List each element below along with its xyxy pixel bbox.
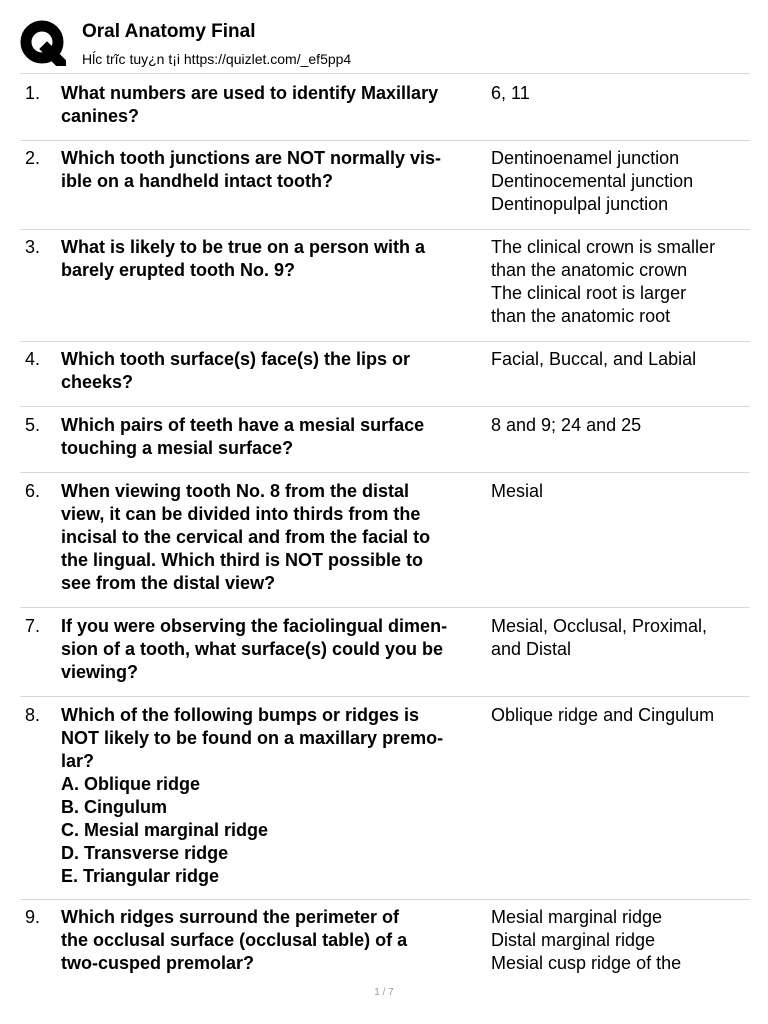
item-number: 9.	[25, 907, 41, 927]
header-divider	[20, 73, 750, 74]
answer-line: and Distal	[491, 639, 572, 659]
item-question	[61, 480, 491, 595]
quizlet-q-logo-icon	[20, 20, 66, 71]
question-line: NOT likely to be found on a maxillary premo-	[61, 728, 444, 748]
question-line: A. Oblique ridge	[61, 774, 201, 794]
question-line: If you were observing the faciolingual dimen-	[61, 616, 448, 636]
item-divider	[20, 341, 750, 342]
document-source-line: Hĺc trĩc tuy¿n t¡i https://quizlet.com/_ef5pp4	[82, 51, 352, 67]
question-line: lar?	[61, 751, 95, 771]
item-question	[61, 615, 491, 684]
question-line: touching a mesial surface?	[61, 438, 294, 458]
item-number: 5.	[25, 415, 41, 435]
question-line: Which tooth surface(s) face(s) the lips or	[61, 349, 411, 369]
item-question	[61, 82, 491, 128]
answer-line: Mesial cusp ridge of the	[491, 953, 682, 973]
question-line: C. Mesial marginal ridge	[61, 820, 269, 840]
answer-line: Mesial	[491, 481, 544, 501]
answer-line: The clinical root is larger	[491, 283, 687, 303]
question-line: cheeks?	[61, 372, 134, 392]
question-line: Which tooth junctions are NOT normally vis-	[61, 148, 442, 168]
question-line: When viewing tooth No. 8 from the distal	[61, 481, 410, 501]
item-number: 4.	[25, 349, 41, 369]
question-line: incisal to the cervical and from the facial to	[61, 527, 431, 547]
item-answer	[491, 147, 750, 216]
question-line: see from the distal view?	[61, 573, 276, 593]
item-divider	[20, 607, 750, 608]
item-number: 1.	[25, 83, 41, 103]
item-number: 7.	[25, 616, 41, 636]
document-header	[20, 20, 750, 72]
document-title: Oral Anatomy Final	[82, 21, 256, 42]
item-answer	[491, 615, 750, 661]
answer-line: The clinical crown is smaller	[491, 237, 716, 257]
answer-line: Dentinocemental junction	[491, 171, 694, 191]
question-line: barely erupted tooth No. 9?	[61, 260, 296, 280]
question-line: ible on a handheld intact tooth?	[61, 171, 333, 191]
question-line: the lingual. Which third is NOT possible to	[61, 550, 424, 570]
item-answer	[491, 906, 750, 975]
item-divider	[20, 696, 750, 697]
question-line: canines?	[61, 106, 140, 126]
item-number: 6.	[25, 481, 41, 501]
item-question	[61, 704, 491, 888]
answer-line: Dentinoenamel junction	[491, 148, 680, 168]
answer-line: Mesial marginal ridge	[491, 907, 663, 927]
item-number: 8.	[25, 705, 41, 725]
answer-line: Distal marginal ridge	[491, 930, 656, 950]
item-answer	[491, 480, 750, 503]
answer-line: Oblique ridge and Cingulum	[491, 705, 715, 725]
item-answer	[491, 236, 750, 328]
item-question	[61, 414, 491, 460]
item-question	[61, 236, 491, 282]
item-question	[61, 906, 491, 975]
item-divider	[20, 140, 750, 141]
question-line: Which pairs of teeth have a mesial surface	[61, 415, 425, 435]
question-line: E. Triangular ridge	[61, 866, 220, 886]
item-answer	[491, 704, 750, 727]
answer-line: 6, 11	[491, 83, 530, 103]
item-answer	[491, 82, 750, 105]
item-number: 3.	[25, 237, 41, 257]
item-divider	[20, 472, 750, 473]
question-line: view, it can be divided into thirds from the	[61, 504, 421, 524]
question-line: sion of a tooth, what surface(s) could you be	[61, 639, 444, 659]
question-line: D. Transverse ridge	[61, 843, 229, 863]
page-number: 1 / 7	[374, 987, 394, 998]
item-divider	[20, 229, 750, 230]
answer-line: Dentinopulpal junction	[491, 194, 669, 214]
question-line: What numbers are used to identify Maxillary	[61, 83, 439, 103]
answer-line: Mesial, Occlusal, Proximal,	[491, 616, 708, 636]
item-divider	[20, 406, 750, 407]
item-answer	[491, 348, 750, 371]
question-line: Which of the following bumps or ridges is	[61, 705, 419, 725]
item-question	[61, 147, 491, 193]
question-line: viewing?	[61, 662, 139, 682]
question-line: Which ridges surround the perimeter of	[61, 907, 400, 927]
question-line: B. Cingulum	[61, 797, 167, 817]
question-line: What is likely to be true on a person with a	[61, 237, 426, 257]
question-line: the occlusal surface (occlusal table) of a	[61, 930, 408, 950]
item-question	[61, 348, 491, 394]
item-divider	[20, 899, 750, 900]
question-line: two-cusped premolar?	[61, 953, 255, 973]
item-number: 2.	[25, 148, 41, 168]
answer-line: than the anatomic crown	[491, 260, 688, 280]
answer-line: 8 and 9; 24 and 25	[491, 415, 642, 435]
answer-line: than the anatomic root	[491, 306, 671, 326]
item-answer	[491, 414, 750, 437]
answer-line: Facial, Buccal, and Labial	[491, 349, 697, 369]
